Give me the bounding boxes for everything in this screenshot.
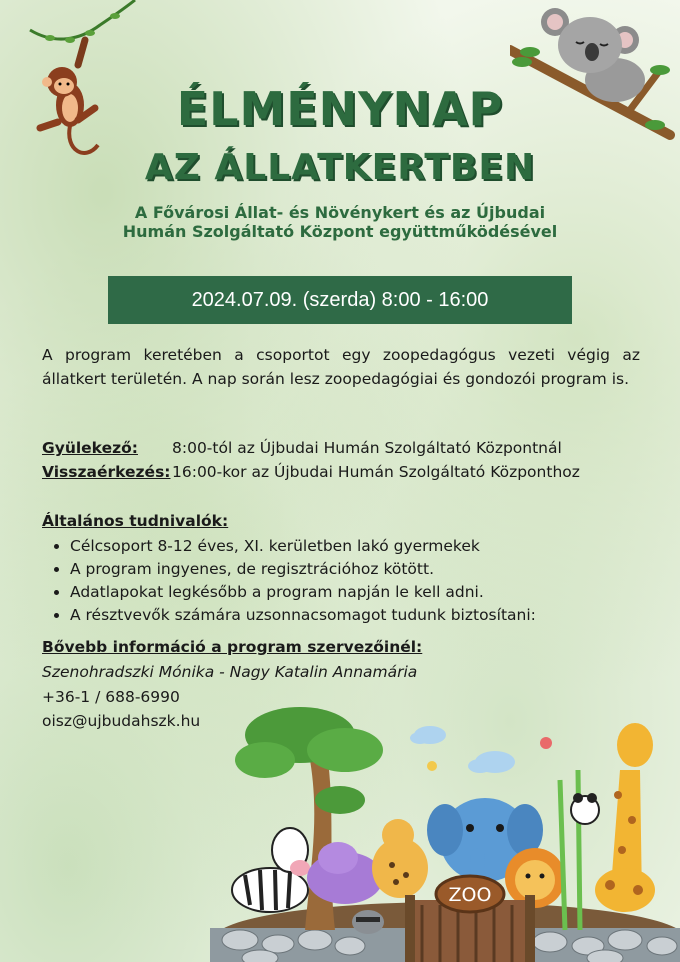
date-banner [108, 276, 572, 324]
date-banner-text: 2024.07.09. (szerda) 8:00 - 16:00 [191, 288, 489, 311]
general-heading: Általános tudnivalók: [42, 512, 229, 530]
title-line-1: ÉLMÉNYNAP [176, 82, 504, 136]
bird-icon [427, 761, 437, 771]
contact-email: oisz@ujbudahszk.hu [42, 712, 201, 730]
contact-heading: Bővebb információ a program szervezőinél: [42, 638, 423, 656]
return-row [42, 461, 652, 483]
cloud-icon [468, 751, 515, 773]
gather-label: Gyülekező: [42, 439, 138, 457]
intro-paragraph: A program keretében a csoportot egy zoopedagógus vezeti végig az állatkert területén. A nap során lesz zoopedagógiai és gondozói program is. [42, 346, 640, 388]
list-item: • Adatlapokat legkésőbb a program napján le kell adni. [70, 581, 630, 604]
bird-icon [540, 737, 552, 749]
gather-row [42, 437, 652, 459]
zoo-animals-illustration [210, 700, 680, 962]
list-item: • A résztvevők számára uzsonnacsomagot tudunk biztosítani: [70, 604, 630, 627]
list-item: • Célcsoport 8-12 éves, XI. kerületben lakó gyermekek [70, 535, 630, 558]
return-value: 16:00-kor az Újbudai Humán Szolgáltató Központhoz [172, 463, 580, 481]
general-list [50, 535, 630, 627]
contact-names: Szenohradszki Mónika - Nagy Katalin Annamária [42, 663, 418, 681]
contact-phone: +36-1 / 688-6990 [42, 688, 180, 706]
list-item: • A program ingyenes, de regisztrációhoz kötött. [70, 558, 630, 581]
subtitle: A Fővárosi Állat- és Növénykert és az Újbudai Humán Szolgáltató Központ együttműködésével [122, 203, 558, 241]
return-label: Visszaérkezés: [42, 463, 171, 481]
title-line-2: AZ ÁLLATKERTBEN [144, 147, 536, 188]
cloud-icon [410, 726, 446, 744]
zoo-sign-text: ZOO [448, 884, 492, 906]
gather-value: 8:00-tól az Újbudai Humán Szolgáltató Központnál [172, 439, 562, 457]
monkey-illustration [10, 0, 150, 170]
